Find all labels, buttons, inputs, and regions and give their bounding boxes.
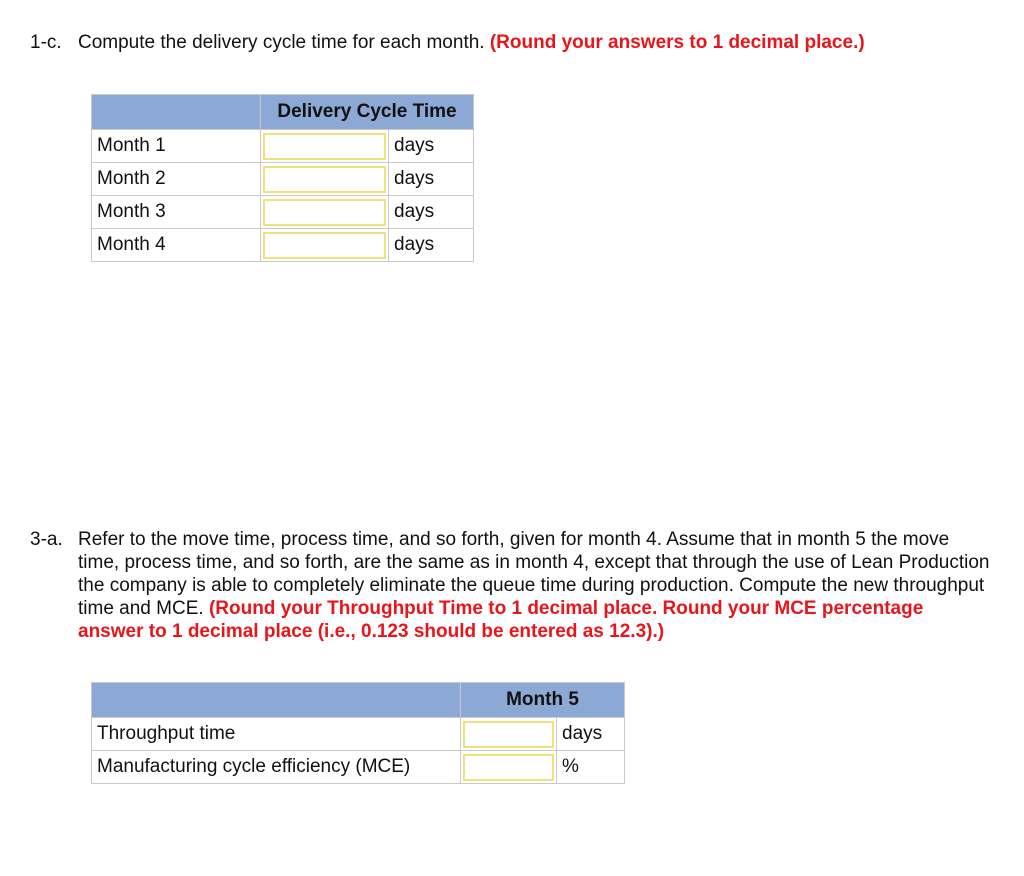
row-label: Manufacturing cycle efficiency (MCE) — [92, 751, 461, 784]
answer-cell — [461, 718, 557, 751]
answer-cell — [261, 229, 389, 262]
question-1c — [30, 31, 990, 54]
row-label: Throughput time — [92, 718, 461, 751]
month-2-answer-input[interactable] — [263, 166, 386, 193]
question-text — [78, 31, 990, 54]
table-row — [92, 751, 625, 784]
table-header-row — [92, 95, 474, 130]
unit-label: % — [557, 751, 625, 784]
answer-cell — [261, 196, 389, 229]
question-prompt: Refer to the move time, process time, and so forth, given for month 4. Assume that in month 5 the move time, process time, and so forth, are the same as in month 4, except that through the use of Lean Production the company is able to completely eliminate the queue time during production. Compute the new throughput time and MCE. — [78, 529, 990, 619]
answer-cell — [261, 130, 389, 163]
row-label: Month 4 — [92, 229, 261, 262]
header-blank-cell — [92, 95, 261, 130]
header-blank-cell — [92, 683, 461, 718]
answer-cell — [461, 751, 557, 784]
month-5-table — [91, 682, 625, 784]
question-text — [78, 528, 990, 643]
answer-cell — [261, 163, 389, 196]
row-label: Month 3 — [92, 196, 261, 229]
month-1-answer-input[interactable] — [263, 133, 386, 160]
question-number: 1-c. — [30, 32, 62, 53]
table-header-row — [92, 683, 625, 718]
table-row — [92, 229, 474, 262]
question-3a — [30, 528, 990, 643]
question-prompt: Compute the delivery cycle time for each month. — [78, 32, 485, 53]
table-row — [92, 196, 474, 229]
row-label: Month 1 — [92, 130, 261, 163]
unit-label: days — [389, 163, 474, 196]
unit-label: days — [557, 718, 625, 751]
mce-input[interactable] — [463, 754, 554, 781]
row-label: Month 2 — [92, 163, 261, 196]
column-header: Delivery Cycle Time — [261, 95, 474, 130]
month-3-answer-input[interactable] — [263, 199, 386, 226]
column-header: Month 5 — [461, 683, 625, 718]
throughput-time-input[interactable] — [463, 721, 554, 748]
month-4-answer-input[interactable] — [263, 232, 386, 259]
unit-label: days — [389, 130, 474, 163]
table-row — [92, 130, 474, 163]
table-row — [92, 718, 625, 751]
rounding-instruction: (Round your Throughput Time to 1 decimal place. Round your MCE percentage answer to 1 decimal place (i.e., 0.123 should be entered as 12.3).) — [78, 598, 924, 642]
question-number: 3-a. — [30, 529, 63, 550]
rounding-instruction: (Round your answers to 1 decimal place.) — [489, 32, 865, 53]
unit-label: days — [389, 196, 474, 229]
unit-label: days — [389, 229, 474, 262]
table-row — [92, 163, 474, 196]
delivery-cycle-time-table — [91, 94, 474, 262]
